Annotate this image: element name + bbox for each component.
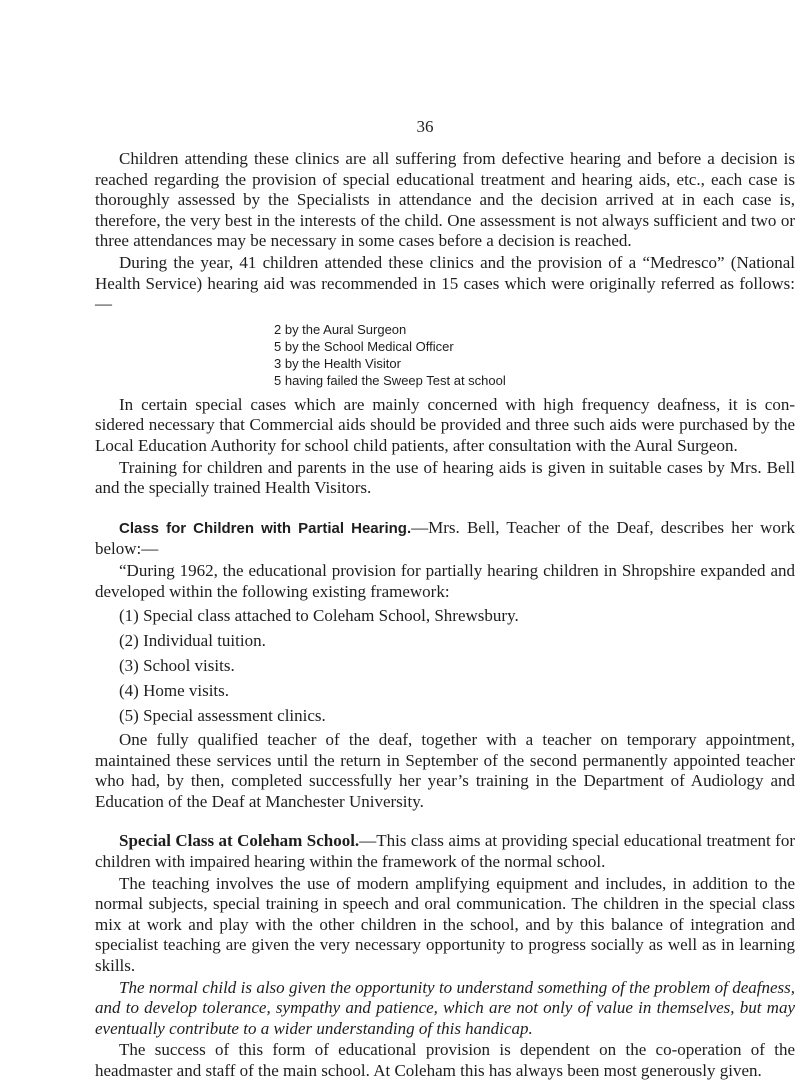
italic-text: The normal child is also given the opportunity to understand something of the problem of deafness, and to develop tolerance, sympathy and patience, which are not only of value in themselves, but may eventually contribute to a wider understanding of this handicap. — [95, 977, 795, 1038]
framework-item: (4) Home visits. — [119, 681, 230, 701]
section-heading-coleham: Special Class at Coleham School. — [119, 831, 360, 851]
page-body — [95, 149, 795, 1082]
paragraph-teaching: The teaching involves the use of modern amplifying equipment and includes, in addition to the normal subjects, special training in speech and oral communication. The children in the special class mix at work and play with the other children in the school, and by this balance of integration and specialist teaching are given the very necessary opportunity to progress socially as well as in learning skills. — [95, 873, 795, 976]
section-heading-partial-hearing: Class for Children with Partial Hearing. — [119, 519, 412, 537]
framework-item: (5) Special assessment clinics. — [119, 706, 326, 726]
referral-item: 5 by the School Medical Officer — [274, 338, 454, 354]
paragraph-partial-hearing-class — [95, 518, 795, 560]
referral-list — [95, 321, 795, 389]
paragraph-normal-child — [95, 978, 795, 1040]
framework-item: (3) School visits. — [119, 656, 235, 676]
framework-item: (2) Individual tuition. — [119, 631, 266, 651]
paragraph-coleham-class — [95, 831, 795, 872]
framework-item: (1) Special class attached to Coleham School, Shrewsbury. — [119, 606, 519, 626]
paragraph-commercial-aids: In certain special cases which are mainly concerned with high frequency deafness, it is con- sidered necessary that Commercial aids should be provided and three such aids were purchased by the Local Education Authority for school child patients, after consultation with the Aural Surgeon. — [95, 394, 795, 455]
paragraph-training: Training for children and parents in the use of hearing aids is given in suitable cases by Mrs. Bell and the specially trained Health Visitors. — [95, 457, 795, 498]
paragraph-teachers: One fully qualified teacher of the deaf, together with a teacher on temporary appointment, maintained these services until the return in September of the second permanently appointed teacher who had, by then, completed successfully her year’s training in the Department of Audiology and Education of the Deaf at Manchester University. — [95, 730, 795, 811]
paragraph-text: —This class aims at providing special educational treatment for children with impaired hearing within the framework of the normal school. — [95, 831, 795, 872]
paragraph-clinic-assessment: Children attending these clinics are all suffering from defective hearing and before a decision is reached regarding the provision of special educational treatment and hearing aids, etc., each case is thoroughly assessed by the Specialists in attendance and the decision arrived at in each case is, therefore, the very best in the interests of the child. One assessment is not always sufficient and two or three attendances may be necessary in some cases before a decision is reached. — [95, 149, 795, 251]
referral-item: 2 by the Aural Surgeon — [274, 321, 407, 337]
paragraph-medresco-recommendations: During the year, 41 children attended these clinics and the provision of a “Medresco” (National Health Service) hearing aid was recommended in 15 cases which were originally referred as follows:— — [95, 252, 795, 314]
referral-item: 5 having failed the Sweep Test at school — [274, 372, 506, 388]
paragraph-framework-intro: “During 1962, the educational provision for partially hearing children in Shropshire expanded and developed within the following existing framework: — [95, 560, 795, 601]
paragraph-text: —Mrs. Bell, Teacher of the Deaf, describes her work below:— — [95, 517, 796, 559]
paragraph-success: The success of this form of educational provision is dependent on the co-operation of the headmaster and staff of the main school. At Coleham this has always been most generously given. — [95, 1040, 795, 1080]
page-number: 36 — [416, 117, 434, 136]
framework-list — [95, 603, 795, 728]
referral-item: 3 by the Health Visitor — [274, 355, 401, 371]
